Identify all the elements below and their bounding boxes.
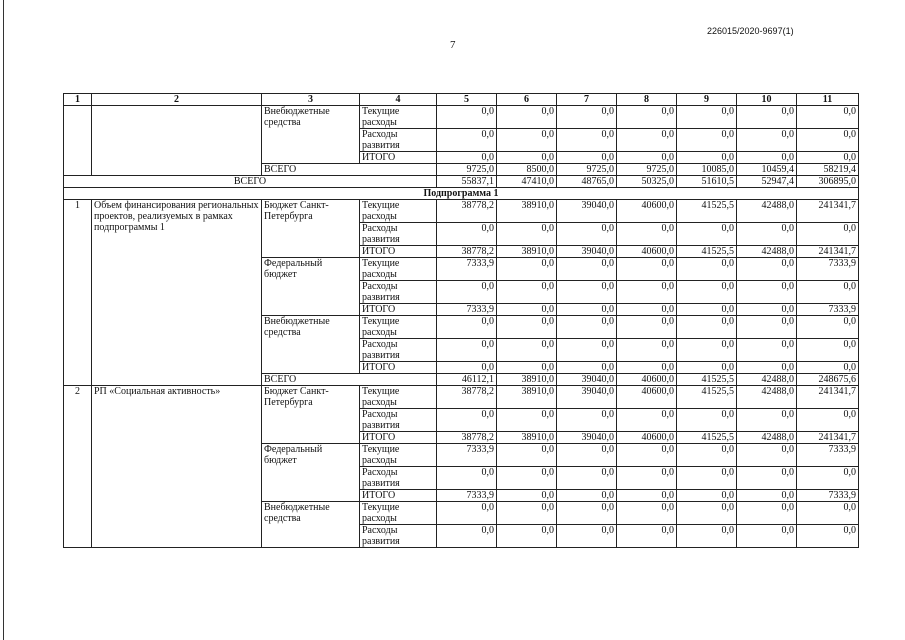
value-cell: 0,0 bbox=[557, 258, 617, 281]
value-cell: 40600,0 bbox=[617, 374, 677, 386]
value-cell: 39040,0 bbox=[557, 374, 617, 386]
value-cell: 0,0 bbox=[497, 467, 557, 490]
value-cell: 8500,0 bbox=[497, 164, 557, 176]
value-cell: 0,0 bbox=[437, 152, 497, 164]
value-cell: 0,0 bbox=[437, 409, 497, 432]
value-cell: 0,0 bbox=[497, 490, 557, 502]
value-cell: 55837,1 bbox=[437, 176, 497, 188]
value-cell: 241341,7 bbox=[797, 386, 859, 409]
funding-source: Бюджет Санкт-Петербурга bbox=[262, 200, 360, 258]
value-cell: 38778,2 bbox=[437, 432, 497, 444]
expense-type-cell: Расходы развития bbox=[360, 339, 437, 362]
value-cell: 0,0 bbox=[557, 304, 617, 316]
expense-type-cell: Расходы развития bbox=[360, 409, 437, 432]
value-cell: 306895,0 bbox=[797, 176, 859, 188]
value-cell: 0,0 bbox=[677, 258, 737, 281]
item-number: 1 bbox=[64, 200, 92, 386]
value-cell: 0,0 bbox=[617, 444, 677, 467]
value-cell: 0,0 bbox=[677, 525, 737, 548]
value-cell: 0,0 bbox=[797, 409, 859, 432]
value-cell: 0,0 bbox=[497, 409, 557, 432]
grand-total-row bbox=[64, 176, 859, 188]
value-cell: 0,0 bbox=[737, 362, 797, 374]
item-name: Объем финансирования региональных проектов, реализуемых в рамках подпрограммы 1 bbox=[92, 200, 262, 386]
value-cell: 0,0 bbox=[737, 129, 797, 152]
value-cell: 0,0 bbox=[557, 129, 617, 152]
value-cell: 40600,0 bbox=[617, 386, 677, 409]
value-cell: 41525,5 bbox=[677, 386, 737, 409]
total-label-cell: ВСЕГО bbox=[262, 164, 437, 176]
value-cell: 0,0 bbox=[677, 467, 737, 490]
budget-table bbox=[63, 93, 859, 548]
value-cell: 0,0 bbox=[737, 281, 797, 304]
value-cell: 0,0 bbox=[617, 316, 677, 339]
funding-source: Федеральный бюджет bbox=[262, 444, 360, 502]
num-cell bbox=[64, 106, 92, 176]
value-cell: 0,0 bbox=[677, 152, 737, 164]
column-header: 8 bbox=[617, 94, 677, 106]
value-cell: 38778,2 bbox=[437, 200, 497, 223]
expense-type-cell: Текущие расходы bbox=[360, 200, 437, 223]
value-cell: 0,0 bbox=[617, 281, 677, 304]
value-cell: 0,0 bbox=[557, 281, 617, 304]
value-cell: 40600,0 bbox=[617, 432, 677, 444]
expense-type-cell: Расходы развития bbox=[360, 467, 437, 490]
value-cell: 0,0 bbox=[617, 304, 677, 316]
value-cell: 0,0 bbox=[677, 502, 737, 525]
value-cell: 0,0 bbox=[737, 152, 797, 164]
value-cell: 9725,0 bbox=[557, 164, 617, 176]
value-cell: 0,0 bbox=[737, 467, 797, 490]
value-cell: 38910,0 bbox=[497, 246, 557, 258]
value-cell: 0,0 bbox=[677, 490, 737, 502]
value-cell: 39040,0 bbox=[557, 432, 617, 444]
value-cell: 0,0 bbox=[737, 316, 797, 339]
value-cell: 0,0 bbox=[437, 316, 497, 339]
value-cell: 0,0 bbox=[797, 316, 859, 339]
value-cell: 0,0 bbox=[737, 106, 797, 129]
value-cell: 0,0 bbox=[737, 304, 797, 316]
value-cell: 0,0 bbox=[677, 409, 737, 432]
value-cell: 39040,0 bbox=[557, 246, 617, 258]
expense-type-cell: Текущие расходы bbox=[360, 106, 437, 129]
value-cell: 0,0 bbox=[797, 502, 859, 525]
value-cell: 0,0 bbox=[437, 129, 497, 152]
value-cell: 0,0 bbox=[557, 316, 617, 339]
value-cell: 0,0 bbox=[437, 106, 497, 129]
value-cell: 0,0 bbox=[557, 444, 617, 467]
expense-type-cell: Текущие расходы bbox=[360, 444, 437, 467]
value-cell: 51610,5 bbox=[677, 176, 737, 188]
value-cell: 0,0 bbox=[497, 152, 557, 164]
header-row bbox=[64, 94, 859, 106]
value-cell: 0,0 bbox=[797, 106, 859, 129]
item-number: 2 bbox=[64, 386, 92, 548]
value-cell: 42488,0 bbox=[737, 432, 797, 444]
value-cell: 0,0 bbox=[797, 339, 859, 362]
value-cell: 0,0 bbox=[557, 223, 617, 246]
funding-source: Федеральный бюджет bbox=[262, 258, 360, 316]
value-cell: 10459,4 bbox=[737, 164, 797, 176]
value-cell: 0,0 bbox=[797, 129, 859, 152]
value-cell: 241341,7 bbox=[797, 200, 859, 223]
value-cell: 0,0 bbox=[617, 152, 677, 164]
value-cell: 0,0 bbox=[557, 467, 617, 490]
column-header: 6 bbox=[497, 94, 557, 106]
value-cell: 0,0 bbox=[557, 409, 617, 432]
value-cell: 248675,6 bbox=[797, 374, 859, 386]
grand-total-label: ВСЕГО bbox=[64, 176, 437, 188]
value-cell: 0,0 bbox=[797, 152, 859, 164]
value-cell: 0,0 bbox=[617, 409, 677, 432]
subprogram-title: Подпрограмма 1 bbox=[64, 188, 859, 200]
value-cell: 0,0 bbox=[557, 502, 617, 525]
column-header: 9 bbox=[677, 94, 737, 106]
value-cell: 0,0 bbox=[497, 362, 557, 374]
value-cell: 0,0 bbox=[497, 339, 557, 362]
value-cell: 47410,0 bbox=[497, 176, 557, 188]
value-cell: 0,0 bbox=[677, 106, 737, 129]
column-header: 2 bbox=[92, 94, 262, 106]
value-cell: 0,0 bbox=[737, 223, 797, 246]
document-id: 226015/2020-9697(1) bbox=[707, 26, 794, 36]
value-cell: 0,0 bbox=[797, 525, 859, 548]
total-label-cell: ВСЕГО bbox=[262, 374, 437, 386]
value-cell: 0,0 bbox=[797, 467, 859, 490]
value-cell: 0,0 bbox=[497, 525, 557, 548]
expense-type-cell: ИТОГО bbox=[360, 304, 437, 316]
expense-type-cell: ИТОГО bbox=[360, 246, 437, 258]
value-cell: 0,0 bbox=[557, 362, 617, 374]
value-cell: 241341,7 bbox=[797, 432, 859, 444]
value-cell: 40600,0 bbox=[617, 246, 677, 258]
value-cell: 38910,0 bbox=[497, 432, 557, 444]
expense-type-cell: ИТОГО bbox=[360, 490, 437, 502]
column-header: 1 bbox=[64, 94, 92, 106]
value-cell: 0,0 bbox=[797, 223, 859, 246]
value-cell: 0,0 bbox=[677, 281, 737, 304]
value-cell: 0,0 bbox=[677, 223, 737, 246]
value-cell: 0,0 bbox=[497, 258, 557, 281]
binding-edge-mark bbox=[3, 0, 4, 640]
value-cell: 52947,4 bbox=[737, 176, 797, 188]
value-cell: 0,0 bbox=[677, 362, 737, 374]
value-cell: 0,0 bbox=[797, 362, 859, 374]
value-cell: 38910,0 bbox=[497, 374, 557, 386]
value-cell: 0,0 bbox=[557, 525, 617, 548]
value-cell: 0,0 bbox=[617, 525, 677, 548]
value-cell: 0,0 bbox=[437, 502, 497, 525]
value-cell: 0,0 bbox=[557, 490, 617, 502]
value-cell: 38778,2 bbox=[437, 246, 497, 258]
subprogram-row bbox=[64, 188, 859, 200]
value-cell: 7333,9 bbox=[437, 304, 497, 316]
funding-source: Бюджет Санкт-Петербурга bbox=[262, 386, 360, 444]
table-row bbox=[64, 386, 859, 409]
value-cell: 46112,1 bbox=[437, 374, 497, 386]
value-cell: 0,0 bbox=[677, 316, 737, 339]
value-cell: 0,0 bbox=[497, 129, 557, 152]
value-cell: 0,0 bbox=[617, 467, 677, 490]
value-cell: 0,0 bbox=[557, 106, 617, 129]
value-cell: 42488,0 bbox=[737, 386, 797, 409]
value-cell: 0,0 bbox=[497, 304, 557, 316]
value-cell: 0,0 bbox=[437, 281, 497, 304]
value-cell: 7333,9 bbox=[797, 304, 859, 316]
value-cell: 0,0 bbox=[557, 152, 617, 164]
value-cell: 7333,9 bbox=[437, 490, 497, 502]
value-cell: 0,0 bbox=[557, 339, 617, 362]
expense-type-cell: Расходы развития bbox=[360, 223, 437, 246]
page-number: 7 bbox=[450, 39, 456, 51]
value-cell: 0,0 bbox=[497, 223, 557, 246]
value-cell: 7333,9 bbox=[797, 444, 859, 467]
value-cell: 39040,0 bbox=[557, 200, 617, 223]
expense-type-cell: ИТОГО bbox=[360, 362, 437, 374]
item-name: РП «Социальная активность» bbox=[92, 386, 262, 548]
value-cell: 0,0 bbox=[677, 339, 737, 362]
value-cell: 38778,2 bbox=[437, 386, 497, 409]
expense-type-cell: Расходы развития bbox=[360, 525, 437, 548]
table-row bbox=[64, 106, 859, 129]
value-cell: 0,0 bbox=[737, 258, 797, 281]
column-header: 5 bbox=[437, 94, 497, 106]
value-cell: 0,0 bbox=[737, 444, 797, 467]
expense-type-cell: ИТОГО bbox=[360, 152, 437, 164]
value-cell: 7333,9 bbox=[437, 444, 497, 467]
value-cell: 0,0 bbox=[737, 490, 797, 502]
value-cell: 0,0 bbox=[677, 304, 737, 316]
value-cell: 50325,0 bbox=[617, 176, 677, 188]
value-cell: 9725,0 bbox=[437, 164, 497, 176]
value-cell: 0,0 bbox=[497, 106, 557, 129]
expense-type-cell: Расходы развития bbox=[360, 129, 437, 152]
value-cell: 0,0 bbox=[617, 223, 677, 246]
value-cell: 0,0 bbox=[617, 129, 677, 152]
expense-type-cell: Расходы развития bbox=[360, 281, 437, 304]
column-header: 7 bbox=[557, 94, 617, 106]
value-cell: 0,0 bbox=[617, 106, 677, 129]
expense-type-cell: Текущие расходы bbox=[360, 386, 437, 409]
value-cell: 38910,0 bbox=[497, 386, 557, 409]
value-cell: 0,0 bbox=[617, 502, 677, 525]
value-cell: 58219,4 bbox=[797, 164, 859, 176]
value-cell: 0,0 bbox=[737, 409, 797, 432]
value-cell: 38910,0 bbox=[497, 200, 557, 223]
value-cell: 0,0 bbox=[797, 281, 859, 304]
value-cell: 0,0 bbox=[497, 444, 557, 467]
value-cell: 40600,0 bbox=[617, 200, 677, 223]
value-cell: 0,0 bbox=[677, 129, 737, 152]
value-cell: 48765,0 bbox=[557, 176, 617, 188]
value-cell: 0,0 bbox=[497, 281, 557, 304]
value-cell: 0,0 bbox=[617, 362, 677, 374]
expense-type-cell: Текущие расходы bbox=[360, 316, 437, 339]
value-cell: 42488,0 bbox=[737, 374, 797, 386]
value-cell: 241341,7 bbox=[797, 246, 859, 258]
column-header: 11 bbox=[797, 94, 859, 106]
value-cell: 41525,5 bbox=[677, 374, 737, 386]
value-cell: 0,0 bbox=[737, 339, 797, 362]
value-cell: 39040,0 bbox=[557, 386, 617, 409]
value-cell: 0,0 bbox=[497, 316, 557, 339]
value-cell: 0,0 bbox=[437, 525, 497, 548]
expense-type-cell: Текущие расходы bbox=[360, 258, 437, 281]
value-cell: 0,0 bbox=[737, 525, 797, 548]
value-cell: 7333,9 bbox=[797, 258, 859, 281]
expense-type-cell: ИТОГО bbox=[360, 432, 437, 444]
column-header: 3 bbox=[262, 94, 360, 106]
value-cell: 0,0 bbox=[437, 362, 497, 374]
value-cell: 0,0 bbox=[617, 258, 677, 281]
value-cell: 7333,9 bbox=[437, 258, 497, 281]
value-cell: 9725,0 bbox=[617, 164, 677, 176]
value-cell: 0,0 bbox=[617, 490, 677, 502]
expense-type-cell: Текущие расходы bbox=[360, 502, 437, 525]
column-header: 4 bbox=[360, 94, 437, 106]
value-cell: 41525,5 bbox=[677, 200, 737, 223]
value-cell: 0,0 bbox=[497, 502, 557, 525]
value-cell: 7333,9 bbox=[797, 490, 859, 502]
source-cell: Внебюджетные средства bbox=[262, 106, 360, 164]
table-row bbox=[64, 200, 859, 223]
funding-source: Внебюджетные средства bbox=[262, 316, 360, 374]
value-cell: 41525,5 bbox=[677, 246, 737, 258]
value-cell: 0,0 bbox=[437, 223, 497, 246]
funding-source: Внебюджетные средства bbox=[262, 502, 360, 548]
value-cell: 41525,5 bbox=[677, 432, 737, 444]
value-cell: 10085,0 bbox=[677, 164, 737, 176]
name-cell bbox=[92, 106, 262, 176]
budget-table-wrapper bbox=[63, 93, 858, 548]
value-cell: 0,0 bbox=[677, 444, 737, 467]
value-cell: 0,0 bbox=[617, 339, 677, 362]
value-cell: 42488,0 bbox=[737, 200, 797, 223]
value-cell: 0,0 bbox=[437, 467, 497, 490]
column-header: 10 bbox=[737, 94, 797, 106]
value-cell: 0,0 bbox=[737, 502, 797, 525]
value-cell: 42488,0 bbox=[737, 246, 797, 258]
value-cell: 0,0 bbox=[437, 339, 497, 362]
